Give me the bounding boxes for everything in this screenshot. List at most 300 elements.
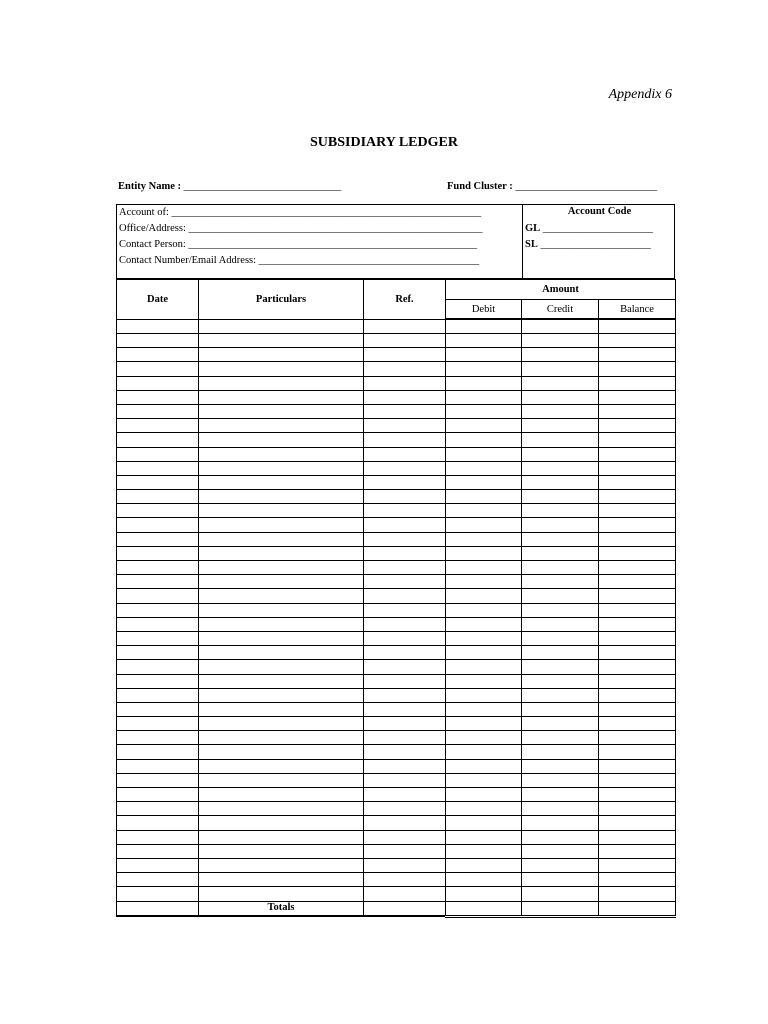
debit-cell[interactable] <box>446 546 522 560</box>
date-cell[interactable] <box>117 518 199 532</box>
date-cell[interactable] <box>117 802 199 816</box>
date-cell[interactable] <box>117 660 199 674</box>
debit-cell[interactable] <box>446 362 522 376</box>
credit-cell[interactable] <box>522 745 599 759</box>
balance-cell[interactable] <box>599 858 676 872</box>
balance-cell[interactable] <box>599 348 676 362</box>
debit-cell[interactable] <box>446 887 522 901</box>
debit-cell[interactable] <box>446 433 522 447</box>
credit-cell[interactable] <box>522 362 599 376</box>
balance-cell[interactable] <box>599 717 676 731</box>
credit-cell[interactable] <box>522 319 599 334</box>
balance-cell[interactable] <box>599 660 676 674</box>
particulars-cell[interactable] <box>199 773 364 787</box>
credit-cell[interactable] <box>522 504 599 518</box>
balance-cell[interactable] <box>599 631 676 645</box>
ref-cell[interactable] <box>364 589 446 603</box>
credit-cell[interactable] <box>522 688 599 702</box>
particulars-cell[interactable] <box>199 504 364 518</box>
balance-cell[interactable] <box>599 844 676 858</box>
date-cell[interactable] <box>117 334 199 348</box>
particulars-cell[interactable] <box>199 319 364 334</box>
office-address-field[interactable]: Office/Address: ________________________________________________________ <box>119 223 483 234</box>
date-cell[interactable] <box>117 631 199 645</box>
particulars-cell[interactable] <box>199 617 364 631</box>
date-cell[interactable] <box>117 688 199 702</box>
ref-cell[interactable] <box>364 475 446 489</box>
debit-cell[interactable] <box>446 561 522 575</box>
debit-cell[interactable] <box>446 660 522 674</box>
sl-code-field[interactable] <box>525 239 651 250</box>
debit-cell[interactable] <box>446 674 522 688</box>
table-row <box>117 717 676 731</box>
particulars-cell[interactable] <box>199 532 364 546</box>
ref-cell[interactable] <box>364 490 446 504</box>
entity-name-blank[interactable]: ______________________________ <box>183 181 342 192</box>
particulars-cell[interactable] <box>199 802 364 816</box>
ref-cell[interactable] <box>364 844 446 858</box>
debit-cell[interactable] <box>446 603 522 617</box>
ref-cell[interactable] <box>364 631 446 645</box>
date-cell[interactable] <box>117 788 199 802</box>
particulars-cell[interactable] <box>199 419 364 433</box>
totals-date-cell[interactable] <box>117 901 199 916</box>
balance-cell[interactable] <box>599 646 676 660</box>
particulars-cell[interactable] <box>199 518 364 532</box>
balance-cell[interactable] <box>599 518 676 532</box>
debit-cell[interactable] <box>446 504 522 518</box>
balance-cell[interactable] <box>599 546 676 560</box>
gl-code-field[interactable] <box>525 223 653 234</box>
particulars-cell[interactable] <box>199 546 364 560</box>
credit-cell[interactable] <box>522 518 599 532</box>
particulars-cell[interactable] <box>199 348 364 362</box>
table-row <box>117 419 676 433</box>
particulars-cell[interactable] <box>199 674 364 688</box>
credit-cell[interactable] <box>522 702 599 716</box>
date-cell[interactable] <box>117 858 199 872</box>
debit-cell[interactable] <box>446 447 522 461</box>
particulars-cell[interactable] <box>199 830 364 844</box>
ref-cell[interactable] <box>364 830 446 844</box>
particulars-cell[interactable] <box>199 646 364 660</box>
particulars-header: Particulars <box>199 280 364 320</box>
ref-cell[interactable] <box>364 532 446 546</box>
account-code-title: Account Code <box>567 206 632 217</box>
balance-cell[interactable] <box>599 504 676 518</box>
date-cell[interactable] <box>117 844 199 858</box>
table-row <box>117 773 676 787</box>
balance-cell[interactable] <box>599 404 676 418</box>
balance-cell[interactable] <box>599 674 676 688</box>
balance-cell[interactable] <box>599 461 676 475</box>
ref-cell[interactable] <box>364 447 446 461</box>
ref-cell[interactable] <box>364 802 446 816</box>
credit-cell[interactable] <box>522 475 599 489</box>
balance-cell[interactable] <box>599 334 676 348</box>
debit-cell[interactable] <box>446 688 522 702</box>
debit-cell[interactable] <box>446 731 522 745</box>
debit-cell[interactable] <box>446 334 522 348</box>
debit-cell[interactable] <box>446 773 522 787</box>
debit-cell[interactable] <box>446 575 522 589</box>
balance-cell[interactable] <box>599 688 676 702</box>
balance-cell[interactable] <box>599 490 676 504</box>
credit-cell[interactable] <box>522 802 599 816</box>
particulars-cell[interactable] <box>199 759 364 773</box>
date-cell[interactable] <box>117 490 199 504</box>
ref-cell[interactable] <box>364 334 446 348</box>
credit-cell[interactable] <box>522 858 599 872</box>
table-row <box>117 546 676 560</box>
account-of-field[interactable]: Account of: ___________________________________________________________ <box>119 207 482 218</box>
particulars-cell[interactable] <box>199 404 364 418</box>
ref-cell[interactable] <box>364 887 446 901</box>
table-row <box>117 447 676 461</box>
ref-cell[interactable] <box>364 376 446 390</box>
credit-cell[interactable] <box>522 419 599 433</box>
date-cell[interactable] <box>117 816 199 830</box>
credit-cell[interactable] <box>522 617 599 631</box>
debit-cell[interactable] <box>446 858 522 872</box>
date-cell[interactable] <box>117 404 199 418</box>
particulars-cell[interactable] <box>199 447 364 461</box>
ref-header: Ref. <box>364 280 446 320</box>
ref-cell[interactable] <box>364 773 446 787</box>
date-cell[interactable] <box>117 830 199 844</box>
table-row <box>117 475 676 489</box>
debit-cell[interactable] <box>446 319 522 334</box>
table-row <box>117 858 676 872</box>
date-cell[interactable] <box>117 447 199 461</box>
balance-cell[interactable] <box>599 575 676 589</box>
ref-cell[interactable] <box>364 617 446 631</box>
ref-cell[interactable] <box>364 575 446 589</box>
credit-cell[interactable] <box>522 660 599 674</box>
ref-cell[interactable] <box>364 404 446 418</box>
date-cell[interactable] <box>117 702 199 716</box>
balance-cell[interactable] <box>599 816 676 830</box>
table-row <box>117 561 676 575</box>
ref-cell[interactable] <box>364 816 446 830</box>
credit-cell[interactable] <box>522 844 599 858</box>
date-cell[interactable] <box>117 745 199 759</box>
totals-debit-cell[interactable] <box>446 901 522 916</box>
particulars-cell[interactable] <box>199 688 364 702</box>
credit-cell[interactable] <box>522 575 599 589</box>
particulars-cell[interactable] <box>199 717 364 731</box>
particulars-cell[interactable] <box>199 858 364 872</box>
debit-cell[interactable] <box>446 461 522 475</box>
debit-cell[interactable] <box>446 844 522 858</box>
particulars-cell[interactable] <box>199 561 364 575</box>
fund-cluster-blank[interactable]: ___________________________ <box>515 181 658 192</box>
debit-cell[interactable] <box>446 745 522 759</box>
credit-cell[interactable] <box>522 561 599 575</box>
credit-cell[interactable] <box>522 334 599 348</box>
ref-cell[interactable] <box>364 717 446 731</box>
particulars-cell[interactable] <box>199 816 364 830</box>
balance-cell[interactable] <box>599 773 676 787</box>
date-cell[interactable] <box>117 376 199 390</box>
entity-name-field <box>118 181 341 192</box>
credit-cell[interactable] <box>522 788 599 802</box>
balance-cell[interactable] <box>599 603 676 617</box>
particulars-cell[interactable] <box>199 334 364 348</box>
credit-cell[interactable] <box>522 490 599 504</box>
table-row <box>117 688 676 702</box>
ref-cell[interactable] <box>364 319 446 334</box>
credit-cell[interactable] <box>522 404 599 418</box>
debit-cell[interactable] <box>446 490 522 504</box>
date-cell[interactable] <box>117 589 199 603</box>
balance-cell[interactable] <box>599 589 676 603</box>
particulars-cell[interactable] <box>199 873 364 887</box>
ref-cell[interactable] <box>364 745 446 759</box>
credit-cell[interactable] <box>522 546 599 560</box>
balance-cell[interactable] <box>599 873 676 887</box>
debit-cell[interactable] <box>446 617 522 631</box>
credit-cell[interactable] <box>522 816 599 830</box>
table-row <box>117 759 676 773</box>
balance-cell[interactable] <box>599 745 676 759</box>
table-row <box>117 660 676 674</box>
ref-cell[interactable] <box>364 390 446 404</box>
balance-cell[interactable] <box>599 319 676 334</box>
credit-cell[interactable] <box>522 773 599 787</box>
credit-cell[interactable] <box>522 631 599 645</box>
balance-cell[interactable] <box>599 419 676 433</box>
date-cell[interactable] <box>117 419 199 433</box>
credit-cell[interactable] <box>522 674 599 688</box>
balance-cell[interactable] <box>599 447 676 461</box>
table-row <box>117 731 676 745</box>
credit-cell[interactable] <box>522 447 599 461</box>
particulars-cell[interactable] <box>199 362 364 376</box>
table-row <box>117 376 676 390</box>
ref-cell[interactable] <box>364 660 446 674</box>
credit-cell[interactable] <box>522 376 599 390</box>
particulars-cell[interactable] <box>199 461 364 475</box>
balance-cell[interactable] <box>599 617 676 631</box>
table-row <box>117 745 676 759</box>
debit-cell[interactable] <box>446 475 522 489</box>
debit-cell[interactable] <box>446 348 522 362</box>
credit-cell[interactable] <box>522 646 599 660</box>
table-row <box>117 702 676 716</box>
balance-cell[interactable] <box>599 830 676 844</box>
table-row <box>117 802 676 816</box>
date-cell[interactable] <box>117 617 199 631</box>
balance-cell[interactable] <box>599 475 676 489</box>
table-row <box>117 575 676 589</box>
credit-cell[interactable] <box>522 717 599 731</box>
particulars-cell[interactable] <box>199 433 364 447</box>
ref-cell[interactable] <box>364 702 446 716</box>
debit-cell[interactable] <box>446 702 522 716</box>
credit-cell[interactable] <box>522 433 599 447</box>
ref-cell[interactable] <box>364 362 446 376</box>
table-row <box>117 603 676 617</box>
date-cell[interactable] <box>117 674 199 688</box>
debit-cell[interactable] <box>446 873 522 887</box>
credit-cell[interactable] <box>522 532 599 546</box>
table-row <box>117 674 676 688</box>
credit-cell[interactable] <box>522 461 599 475</box>
date-cell[interactable] <box>117 561 199 575</box>
ref-cell[interactable] <box>364 759 446 773</box>
credit-cell[interactable] <box>522 348 599 362</box>
credit-cell[interactable] <box>522 830 599 844</box>
debit-cell[interactable] <box>446 532 522 546</box>
date-cell[interactable] <box>117 348 199 362</box>
table-row <box>117 830 676 844</box>
balance-cell[interactable] <box>599 887 676 901</box>
date-cell[interactable] <box>117 759 199 773</box>
ref-cell[interactable] <box>364 433 446 447</box>
credit-cell[interactable] <box>522 759 599 773</box>
ref-cell[interactable] <box>364 518 446 532</box>
balance-cell[interactable] <box>599 802 676 816</box>
sl-blank[interactable]: _____________________ <box>537 239 651 250</box>
date-cell[interactable] <box>117 504 199 518</box>
date-cell[interactable] <box>117 873 199 887</box>
debit-cell[interactable] <box>446 816 522 830</box>
debit-cell[interactable] <box>446 717 522 731</box>
table-row <box>117 646 676 660</box>
date-cell[interactable] <box>117 390 199 404</box>
ref-cell[interactable] <box>364 674 446 688</box>
debit-cell[interactable] <box>446 419 522 433</box>
credit-cell[interactable] <box>522 603 599 617</box>
balance-cell[interactable] <box>599 759 676 773</box>
page-title: SUBSIDIARY LEDGER <box>310 135 458 150</box>
date-cell[interactable] <box>117 319 199 334</box>
debit-cell[interactable] <box>446 788 522 802</box>
ref-cell[interactable] <box>364 348 446 362</box>
date-cell[interactable] <box>117 646 199 660</box>
particulars-cell[interactable] <box>199 390 364 404</box>
date-cell[interactable] <box>117 546 199 560</box>
date-cell[interactable] <box>117 887 199 901</box>
ref-cell[interactable] <box>364 731 446 745</box>
account-info-box <box>116 204 675 279</box>
particulars-cell[interactable] <box>199 788 364 802</box>
particulars-cell[interactable] <box>199 631 364 645</box>
ref-cell[interactable] <box>364 858 446 872</box>
debit-cell[interactable] <box>446 830 522 844</box>
credit-header: Credit <box>522 300 599 320</box>
date-header: Date <box>117 280 199 320</box>
balance-cell[interactable] <box>599 731 676 745</box>
table-row <box>117 532 676 546</box>
ref-cell[interactable] <box>364 646 446 660</box>
particulars-cell[interactable] <box>199 887 364 901</box>
balance-cell[interactable] <box>599 532 676 546</box>
ref-cell[interactable] <box>364 546 446 560</box>
credit-cell[interactable] <box>522 731 599 745</box>
date-cell[interactable] <box>117 575 199 589</box>
particulars-cell[interactable] <box>199 731 364 745</box>
balance-cell[interactable] <box>599 362 676 376</box>
date-cell[interactable] <box>117 532 199 546</box>
totals-credit-cell[interactable] <box>522 901 599 916</box>
ref-cell[interactable] <box>364 461 446 475</box>
balance-cell[interactable] <box>599 390 676 404</box>
date-cell[interactable] <box>117 475 199 489</box>
particulars-cell[interactable] <box>199 702 364 716</box>
date-cell[interactable] <box>117 362 199 376</box>
date-cell[interactable] <box>117 717 199 731</box>
particulars-cell[interactable] <box>199 475 364 489</box>
credit-cell[interactable] <box>522 589 599 603</box>
debit-cell[interactable] <box>446 376 522 390</box>
totals-label: Totals <box>199 901 364 916</box>
date-cell[interactable] <box>117 731 199 745</box>
table-row <box>117 873 676 887</box>
table-row <box>117 390 676 404</box>
debit-cell[interactable] <box>446 518 522 532</box>
credit-cell[interactable] <box>522 873 599 887</box>
ref-cell[interactable] <box>364 873 446 887</box>
balance-cell[interactable] <box>599 561 676 575</box>
balance-header: Balance <box>599 300 676 320</box>
credit-cell[interactable] <box>522 887 599 901</box>
totals-ref-cell[interactable] <box>364 901 446 916</box>
particulars-cell[interactable] <box>199 844 364 858</box>
debit-cell[interactable] <box>446 589 522 603</box>
particulars-cell[interactable] <box>199 376 364 390</box>
balance-cell[interactable] <box>599 702 676 716</box>
ref-cell[interactable] <box>364 688 446 702</box>
appendix-label: Appendix 6 <box>608 87 672 102</box>
ref-cell[interactable] <box>364 603 446 617</box>
date-cell[interactable] <box>117 603 199 617</box>
particulars-cell[interactable] <box>199 589 364 603</box>
table-row <box>117 631 676 645</box>
debit-cell[interactable] <box>446 802 522 816</box>
particulars-cell[interactable] <box>199 745 364 759</box>
debit-header: Debit <box>446 300 522 320</box>
particulars-cell[interactable] <box>199 490 364 504</box>
debit-cell[interactable] <box>446 390 522 404</box>
ref-cell[interactable] <box>364 561 446 575</box>
balance-cell[interactable] <box>599 376 676 390</box>
particulars-cell[interactable] <box>199 603 364 617</box>
particulars-cell[interactable] <box>199 575 364 589</box>
ref-cell[interactable] <box>364 419 446 433</box>
contact-number-field[interactable]: Contact Number/Email Address: __________________________________________ <box>119 255 480 266</box>
date-cell[interactable] <box>117 461 199 475</box>
debit-cell[interactable] <box>446 646 522 660</box>
totals-balance-cell[interactable] <box>599 901 676 916</box>
ref-cell[interactable] <box>364 788 446 802</box>
debit-cell[interactable] <box>446 631 522 645</box>
particulars-cell[interactable] <box>199 660 364 674</box>
balance-cell[interactable] <box>599 788 676 802</box>
table-row <box>117 461 676 475</box>
debit-cell[interactable] <box>446 404 522 418</box>
table-row <box>117 504 676 518</box>
ref-cell[interactable] <box>364 504 446 518</box>
contact-person-field[interactable]: Contact Person: _______________________________________________________ <box>119 239 478 250</box>
date-cell[interactable] <box>117 433 199 447</box>
gl-blank[interactable]: _____________________ <box>540 223 654 234</box>
credit-cell[interactable] <box>522 390 599 404</box>
debit-cell[interactable] <box>446 759 522 773</box>
balance-cell[interactable] <box>599 433 676 447</box>
date-cell[interactable] <box>117 773 199 787</box>
